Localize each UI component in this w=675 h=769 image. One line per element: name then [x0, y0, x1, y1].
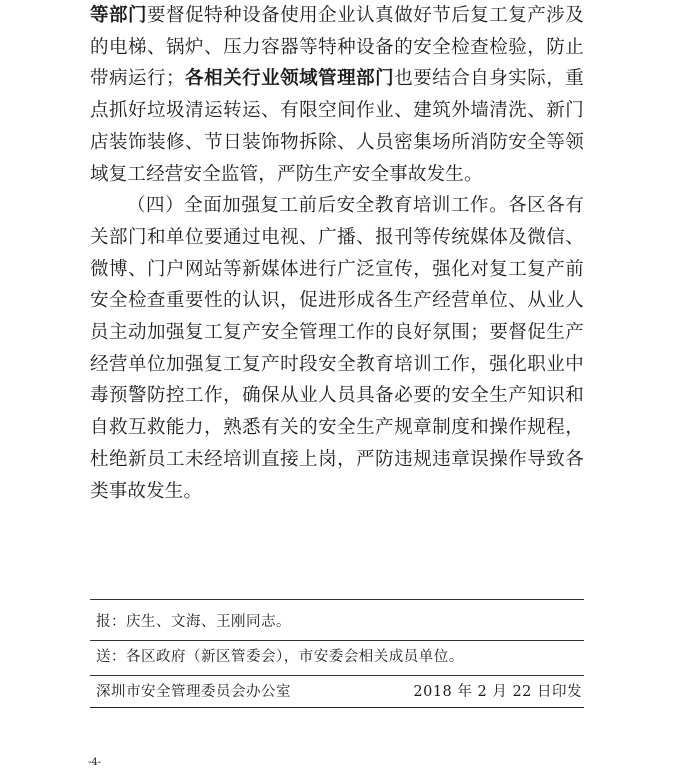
footer-issuer: 深圳市安全管理委员会办公室: [96, 684, 291, 700]
footer-bottom-rule: [90, 707, 584, 708]
footer-issue-date: 2018 年 2 月 22 日印发: [413, 684, 582, 700]
footer-cc-line: 报：庆生、文海、王刚同志。: [96, 614, 291, 630]
body-text: [90, 0, 584, 507]
paragraph-4: （四）全面加强复工前后安全教育培训工作。各区各有关部门和单位要通过电视、广播、报刊等传统媒体及微信、微博、门户网站等新媒体进行广泛宣传，强化对复工复产前安全检查重要性的认识，促进形成各生产经营单位、从业人员主动加强复工复产安全管理工作的良好氛围；要督促生产经营单位加强复工复产时段安全教育培训工作，强化职业中毒预警防控工作，确保从业人员具备必要的安全生产知识和自救互救能力，熟悉有关的安全生产规章制度和操作规程，杜绝新员工未经培训直接上岗，严防违规违章误操作导致各类事故发生。: [90, 195, 584, 502]
paragraph-text: 也要结合自身实际，重点抓好垃圾清运转运、有限空间作业、建筑外墙清洗、新门店装饰装修、节日装饰物拆除、人员密集场所消防安全等领域复工经营安全监管，严防生产安全事故发生。: [90, 68, 584, 185]
page-number: -4-: [88, 757, 102, 768]
footer-send-line: 送：各区政府（新区管委会），市安委会相关成员单位。: [96, 649, 464, 665]
bold-phrase: 各相关行业领域管理部门: [184, 68, 395, 90]
paragraph-text: 要督促特种设备使用企业认真做好节后复工复产涉及的电梯、锅炉、压力容器等特种设备的安全检查检验，防止带病运行；: [90, 5, 584, 90]
bold-phrase: 等部门: [90, 5, 148, 26]
footer-top-rule: [90, 599, 584, 600]
footer-divider: [90, 640, 584, 641]
paragraph-3-continued: [90, 0, 584, 190]
footer-divider: [90, 675, 584, 676]
